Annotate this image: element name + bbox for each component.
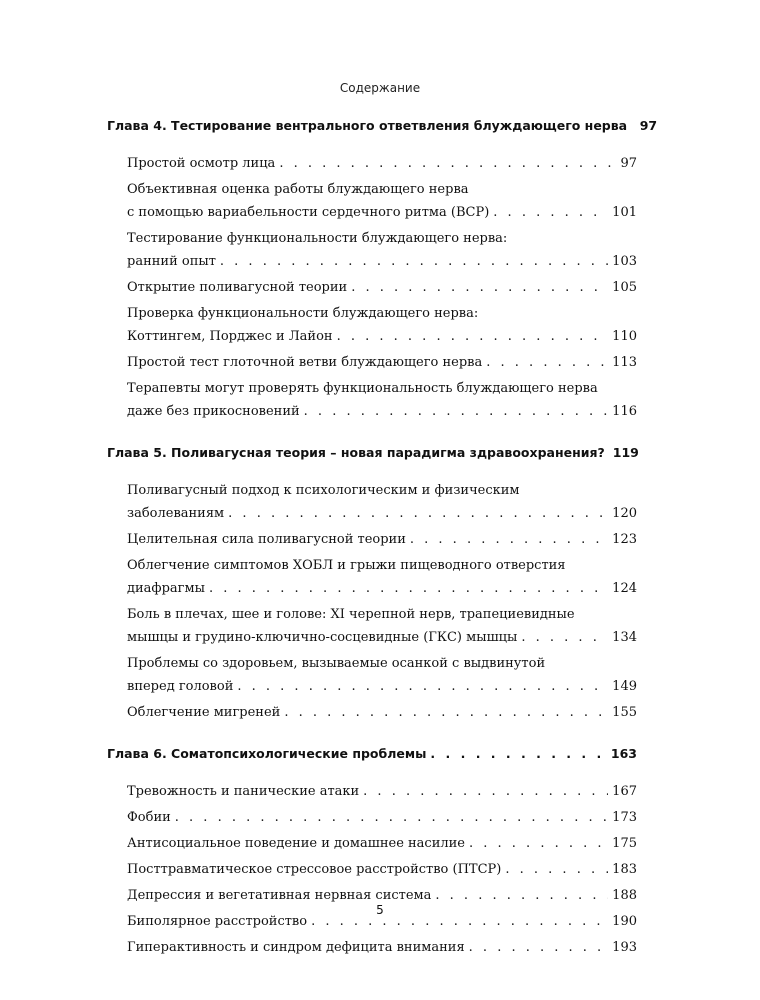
- entry-page-number: 173: [612, 810, 637, 825]
- entry-page-number: 155: [612, 705, 637, 720]
- chapter-title: Глава 4. Тестирование вентрального ответвления блуждающего нерва: [107, 118, 628, 133]
- entry-page-number: 190: [612, 914, 637, 929]
- dot-leader: [304, 400, 609, 423]
- page-number: 5: [376, 903, 384, 917]
- entry-title-line: ранний опыт: [127, 254, 216, 269]
- entry-title-line: Тестирование функциональности блуждающего нерва:: [127, 231, 508, 246]
- entry-title-line: Поливагусный подход к психологическим и физическим: [127, 483, 520, 498]
- dot-leader: [220, 250, 608, 273]
- entry-page-number: 103: [612, 254, 637, 269]
- dot-leader: [469, 936, 609, 959]
- toc-entry[interactable]: [127, 858, 637, 881]
- toc-entry[interactable]: [127, 276, 637, 299]
- toc-chapter: [107, 445, 637, 724]
- toc-chapter: [107, 746, 637, 959]
- chapter-entries: [127, 479, 637, 724]
- toc-chapter: [107, 118, 658, 423]
- toc-entry[interactable]: [127, 479, 637, 525]
- dot-leader: [279, 152, 611, 175]
- dot-leader: [284, 701, 608, 724]
- entry-title-line: Целительная сила поливагусной теории: [127, 532, 406, 547]
- chapter-entries: [127, 780, 637, 959]
- toc-entry[interactable]: [127, 227, 637, 273]
- running-head: Содержание: [339, 81, 421, 95]
- dot-leader: [521, 626, 608, 649]
- entry-page-number: 116: [612, 404, 637, 419]
- chapter-entries: [127, 152, 637, 423]
- entry-page-number: 134: [612, 630, 637, 645]
- entry-page-number: 175: [612, 836, 637, 851]
- entry-title-line: Посттравматическое стрессовое расстройство (ПТСР): [127, 862, 502, 877]
- entry-title-line: Гиперактивность и синдром дефицита внимания: [127, 940, 465, 955]
- entry-page-number: 188: [612, 888, 637, 903]
- toc-entry[interactable]: [127, 302, 637, 348]
- entry-page-number: 105: [612, 280, 637, 295]
- dot-leader: [363, 780, 608, 803]
- entry-page-number: 193: [612, 940, 637, 955]
- entry-title-line: заболеваниям: [127, 506, 225, 521]
- entry-page-number: 97: [620, 156, 637, 171]
- toc-entry[interactable]: [127, 178, 637, 224]
- chapter-heading[interactable]: [107, 445, 637, 470]
- entry-page-number: 124: [612, 581, 637, 596]
- dot-leader: [410, 528, 608, 551]
- chapter-page-number: 163: [610, 746, 637, 761]
- dot-leader: [228, 502, 608, 525]
- toc-entry[interactable]: [127, 652, 637, 698]
- entry-title-line: Простой осмотр лица: [127, 156, 276, 171]
- dot-leader: [493, 201, 608, 224]
- toc-entry[interactable]: [127, 351, 637, 374]
- toc-entry[interactable]: [127, 936, 637, 959]
- entry-title-line: диафрагмы: [127, 581, 205, 596]
- entry-title-line: Депрессия и вегетативная нервная система: [127, 888, 432, 903]
- entry-page-number: 120: [612, 506, 637, 521]
- entry-page-number: 149: [612, 679, 637, 694]
- entry-title-line: Облегчение мигреней: [127, 705, 281, 720]
- dot-leader: [469, 832, 608, 855]
- dot-leader: [505, 858, 608, 881]
- toc-entry[interactable]: [127, 603, 637, 649]
- chapter-heading[interactable]: [107, 746, 637, 771]
- entry-title-line: Фобии: [127, 810, 171, 825]
- toc-entry[interactable]: [127, 701, 637, 724]
- toc-entry[interactable]: [127, 152, 637, 175]
- entry-page-number: 123: [612, 532, 637, 547]
- chapter-title: Глава 6. Соматопсихологические проблемы: [107, 746, 427, 761]
- dot-leader: [430, 746, 607, 761]
- entry-page-number: 167: [612, 784, 637, 799]
- dot-leader: [337, 325, 609, 348]
- toc-entry[interactable]: [127, 780, 637, 803]
- toc-entry[interactable]: [127, 528, 637, 551]
- toc-entry[interactable]: [127, 832, 637, 855]
- entry-title-line: Биполярное расстройство: [127, 914, 308, 929]
- entry-title-line: Проблемы со здоровьем, вызываемые осанкой с выдвинутой: [127, 656, 546, 671]
- dot-leader: [175, 806, 608, 829]
- entry-title-line: Тревожность и панические атаки: [127, 784, 360, 799]
- entry-title-line: Антисоциальное поведение и домашнее насилие: [127, 836, 465, 851]
- entry-title-line: Простой тест глоточной ветви блуждающего нерва: [127, 355, 483, 370]
- toc-entry[interactable]: [127, 554, 637, 600]
- entry-title-line: Терапевты могут проверять функциональность блуждающего нерва: [127, 381, 598, 396]
- entry-page-number: 110: [612, 329, 637, 344]
- chapter-heading[interactable]: [107, 118, 658, 143]
- entry-title-line: Коттингем, Порджес и Лайон: [127, 329, 333, 344]
- chapter-page-number: 119: [612, 445, 639, 460]
- entry-title-line: Проверка функциональности блуждающего нерва:: [127, 306, 479, 321]
- entry-page-number: 113: [612, 355, 637, 370]
- entry-page-number: 101: [612, 205, 637, 220]
- dot-leader: [237, 675, 608, 698]
- entry-page-number: 183: [612, 862, 637, 877]
- dot-leader: [486, 351, 608, 374]
- entry-title-line: Облегчение симптомов ХОБЛ и грыжи пищеводного отверстия: [127, 558, 566, 573]
- chapter-page-number: 97: [639, 118, 658, 133]
- entry-title-line: даже без прикосновений: [127, 404, 300, 419]
- entry-title-line: Боль в плечах, шее и голове: XI черепной нерв, трапециевидные: [127, 607, 575, 622]
- entry-title-line: Объективная оценка работы блуждающего нерва: [127, 182, 469, 197]
- dot-leader: [351, 276, 608, 299]
- table-of-contents: [107, 118, 658, 981]
- entry-title-line: с помощью вариабельности сердечного ритма (ВСР): [127, 205, 490, 220]
- toc-entry[interactable]: [127, 806, 637, 829]
- entry-title-line: мышцы и грудино-ключично-сосцевидные (ГКС) мышцы: [127, 630, 518, 645]
- toc-entry[interactable]: [127, 377, 637, 423]
- chapter-title: Глава 5. Поливагусная теория – новая парадигма здравоохранения?: [107, 445, 605, 460]
- entry-title-line: вперед головой: [127, 679, 234, 694]
- dot-leader: [209, 577, 608, 600]
- entry-title-line: Открытие поливагусной теории: [127, 280, 348, 295]
